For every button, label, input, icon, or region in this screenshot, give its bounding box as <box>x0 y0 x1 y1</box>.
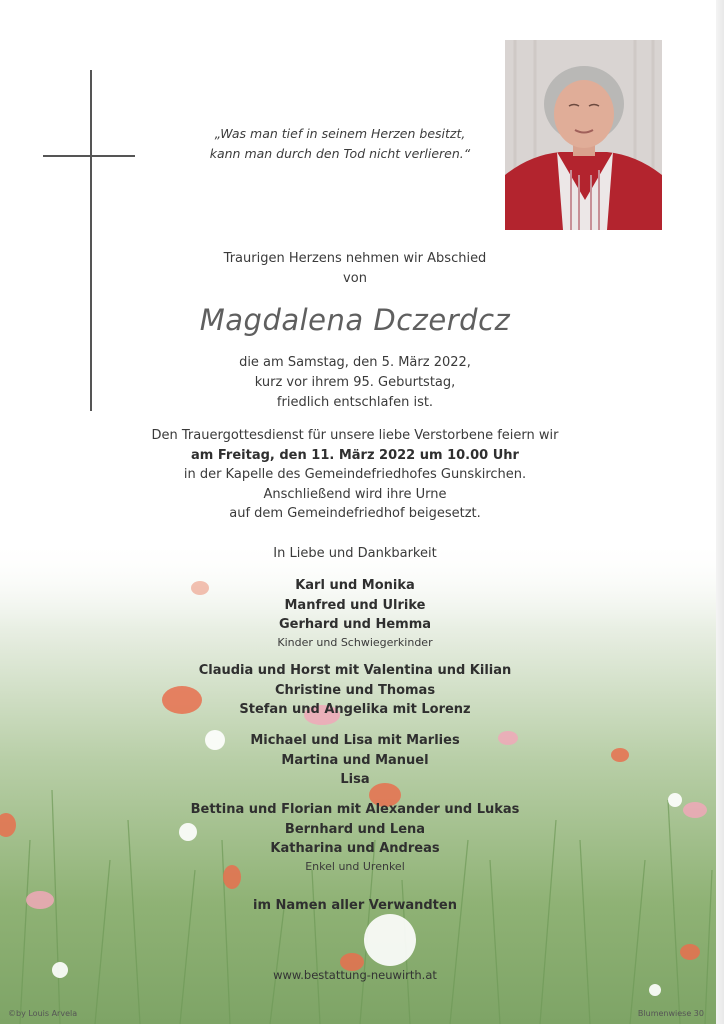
service-line-1: Den Trauergottesdienst für unsere liebe Verstorbene feiern wir <box>151 428 559 443</box>
page-edge-shadow <box>716 0 724 1024</box>
family-member: Katharina und Andreas <box>270 841 440 856</box>
quote-line-1: „Was man tief in seinem Herzen besitzt, <box>214 126 466 141</box>
service-date <box>110 446 600 466</box>
family-member: Karl und Monika <box>295 578 415 593</box>
portrait-photo <box>505 40 662 230</box>
memorial-quote <box>195 124 485 164</box>
family-grandchildren-b <box>110 731 600 790</box>
cross-vertical <box>90 70 92 411</box>
service-date-text: am Freitag, den 11. März 2022 um 10.00 Uhr <box>191 447 519 463</box>
funeral-home-website[interactable]: www.bestattung-neuwirth.at <box>273 968 437 982</box>
service-line-5: auf dem Gemeindefriedhof beigesetzt. <box>229 506 481 521</box>
template-label: Blumenwiese 30 <box>637 1009 704 1018</box>
family-member: Bettina und Florian mit Alexander und Lukas <box>190 802 520 817</box>
family-member: Gerhard und Hemma <box>278 617 432 632</box>
deceased-name: Magdalena Dczerdcz <box>199 303 511 337</box>
death-line-3: friedlich entschlafen ist. <box>276 395 434 410</box>
family-member: Stefan und Angelika mit Lorenz <box>239 702 471 717</box>
farewell-intro <box>130 249 580 289</box>
family-member: Martina und Manuel <box>281 752 429 768</box>
death-line-2: kurz vor ihrem 95. Geburtstag, <box>254 375 456 390</box>
family-member: Christine und Thomas <box>274 682 436 698</box>
death-notice <box>130 353 580 413</box>
family-member: Manfred und Ulrike <box>284 597 426 613</box>
service-line-4: Anschließend wird ihre Urne <box>263 486 447 502</box>
family-grandchildren-a <box>110 661 600 720</box>
photo-credit: ©by Louis Arvela <box>8 1009 78 1018</box>
quote-line-2: kann man durch den Tod nicht verlieren.“ <box>209 146 471 161</box>
service-line-3: in der Kapelle des Gemeindefriedhofes Gunskirchen. <box>183 467 527 482</box>
intro-line-2: von <box>343 271 367 286</box>
family-member: Bernhard und Lena <box>284 821 426 837</box>
love-gratitude: In Liebe und Dankbarkeit <box>273 546 437 561</box>
family-relatives <box>110 896 600 916</box>
family-member: Lisa <box>340 772 370 787</box>
family-children <box>110 576 600 651</box>
cross-horizontal <box>43 155 135 157</box>
family-member: Claudia und Horst mit Valentina und Kilian <box>198 663 512 678</box>
grandchildren-role: Enkel und Urenkel <box>305 859 405 873</box>
intro-line-1: Traurigen Herzens nehmen wir Abschied <box>223 251 487 266</box>
death-line-1: die am Samstag, den 5. März 2022, <box>239 355 471 370</box>
children-role: Kinder und Schwiegerkinder <box>277 635 433 649</box>
family-member: Michael und Lisa mit Marlies <box>250 733 460 748</box>
funeral-service-info <box>110 426 600 524</box>
relatives-line: im Namen aller Verwandten <box>253 898 457 913</box>
family-grandchildren-c <box>110 800 600 875</box>
